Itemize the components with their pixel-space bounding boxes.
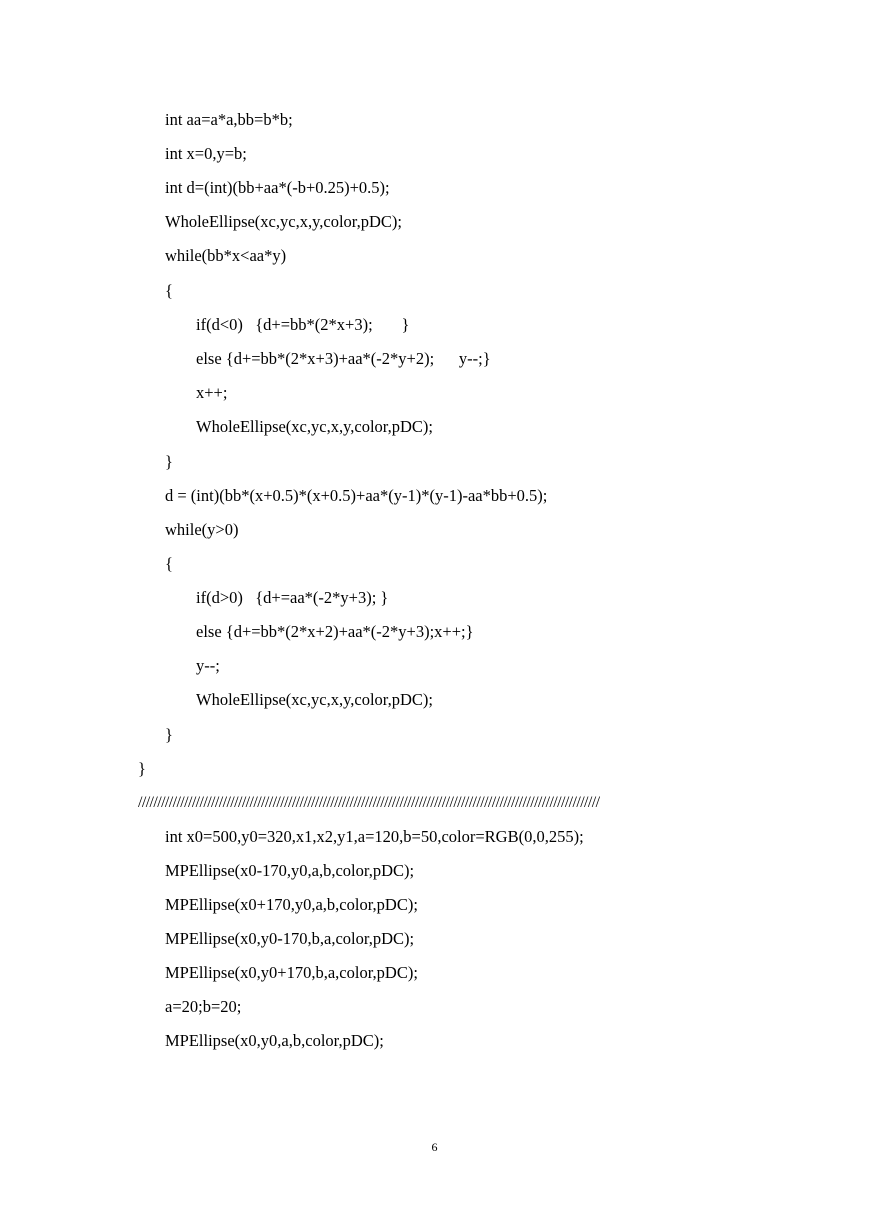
code-line: }	[165, 452, 173, 471]
code-line: y--;	[196, 656, 220, 675]
code-line: a=20;b=20;	[165, 997, 242, 1016]
code-line: MPEllipse(x0,y0+170,b,a,color,pDC);	[165, 963, 418, 982]
code-line: int x=0,y=b;	[165, 144, 247, 163]
separator-comment: ////////////////////////////////////////////////////////////////////////////////////////////////////////////////////////	[138, 794, 600, 811]
code-line: WholeEllipse(xc,yc,x,y,color,pDC);	[196, 417, 433, 436]
code-line: if(d>0) {d+=aa*(-2*y+3); }	[196, 588, 389, 607]
code-line: {	[165, 281, 173, 300]
code-line: }	[138, 759, 146, 778]
code-line: MPEllipse(x0-170,y0,a,b,color,pDC);	[165, 861, 415, 880]
code-line: WholeEllipse(xc,yc,x,y,color,pDC);	[196, 690, 433, 709]
code-line: WholeEllipse(xc,yc,x,y,color,pDC);	[165, 212, 402, 231]
code-line: d = (int)(bb*(x+0.5)*(x+0.5)+aa*(y-1)*(y-1)-aa*bb+0.5);	[165, 486, 548, 505]
code-line: if(d<0) {d+=bb*(2*x+3); }	[196, 315, 410, 334]
code-line: int aa=a*a,bb=b*b;	[165, 110, 293, 129]
code-line: MPEllipse(x0+170,y0,a,b,color,pDC);	[165, 895, 418, 914]
code-line: while(bb*x<aa*y)	[165, 246, 287, 265]
code-line: int x0=500,y0=320,x1,x2,y1,a=120,b=50,color=RGB(0,0,255);	[165, 827, 584, 846]
code-line: int d=(int)(bb+aa*(-b+0.25)+0.5);	[165, 178, 390, 197]
code-line: }	[165, 725, 173, 744]
code-line: x++;	[196, 383, 228, 402]
code-line: else {d+=bb*(2*x+2)+aa*(-2*y+3);x++;}	[196, 622, 474, 641]
code-line: {	[165, 554, 173, 573]
code-line: while(y>0)	[165, 520, 239, 539]
code-line: MPEllipse(x0,y0,a,b,color,pDC);	[165, 1031, 384, 1050]
code-line: else {d+=bb*(2*x+3)+aa*(-2*y+2); y--;}	[196, 349, 491, 368]
code-line: MPEllipse(x0,y0-170,b,a,color,pDC);	[165, 929, 415, 948]
page-number: 6	[431, 1140, 438, 1154]
